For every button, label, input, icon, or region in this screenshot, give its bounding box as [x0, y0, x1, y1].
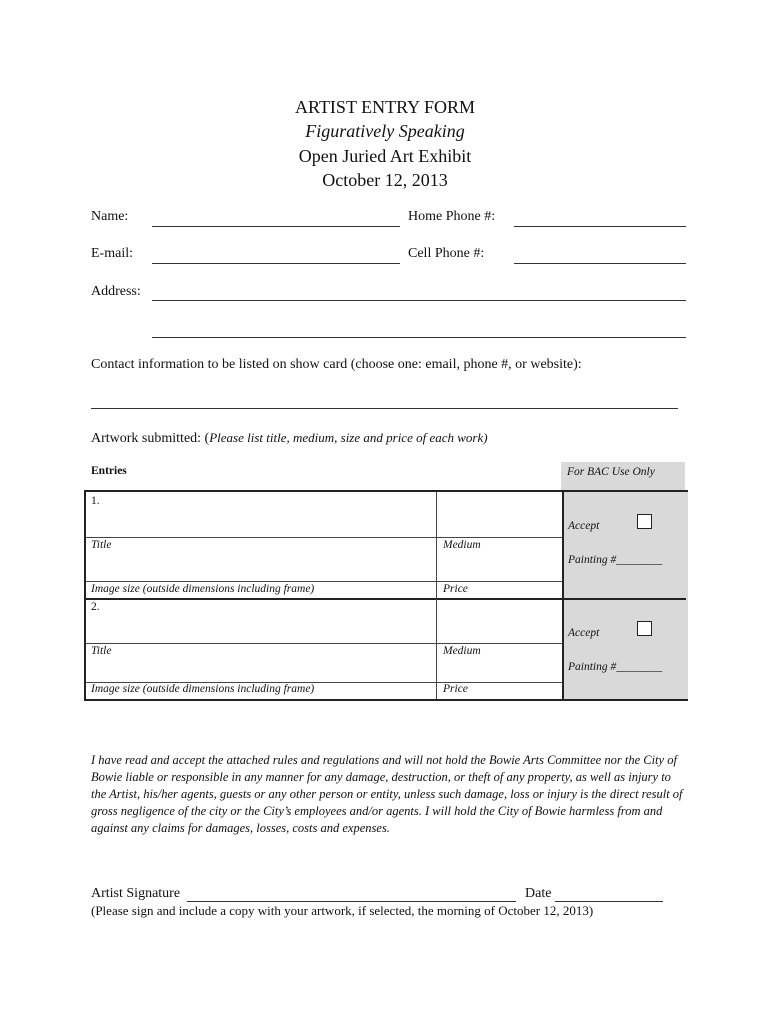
name-label: Name:: [91, 209, 129, 224]
entry-1-number: 1.: [91, 495, 100, 507]
bac-header-cell: [561, 462, 685, 490]
entry-1-price-label: Price: [443, 583, 468, 595]
exhibit-date: October 12, 2013: [322, 170, 448, 190]
address-field-line2[interactable]: [152, 337, 686, 338]
email-label: E-mail:: [91, 246, 133, 261]
entry-2-title-label: Title: [91, 645, 112, 657]
name-field[interactable]: [152, 226, 400, 227]
entry-1-medium-label: Medium: [443, 539, 481, 551]
exhibit-name: Open Juried Art Exhibit: [298, 146, 472, 166]
entry-2-accept-label: Accept: [568, 627, 600, 639]
email-field[interactable]: [152, 263, 400, 264]
home-phone-label: Home Phone #:: [408, 209, 496, 224]
entry-1-size-label: Image size (outside dimensions including frame): [91, 583, 315, 595]
artwork-label: Artwork submitted: (Please list title, medium, size and price of each work): [91, 430, 488, 446]
entry-divider: [86, 598, 686, 600]
exhibit-subtitle: Figuratively Speaking: [305, 121, 465, 141]
bac-header: For BAC Use Only: [567, 466, 655, 478]
entry-2-painting-number: Painting #________: [568, 661, 663, 673]
entry-1-row-divider-2: [86, 581, 562, 582]
signature-note: (Please sign and include a copy with your artwork, if selected, the morning of October 12, 2013): [91, 903, 594, 918]
address-label: Address:: [91, 284, 141, 299]
form-title: ARTIST ENTRY FORM: [295, 97, 475, 117]
entry-1-accept-checkbox[interactable]: [637, 514, 652, 529]
date-label: Date: [525, 886, 552, 901]
cell-phone-label: Cell Phone #:: [408, 246, 485, 261]
entry-1-painting-number: Painting #________: [568, 554, 663, 566]
home-phone-field[interactable]: [514, 226, 686, 227]
entry-2-price-label: Price: [443, 683, 468, 695]
entry-2-accept-checkbox[interactable]: [637, 621, 652, 636]
signature-label: Artist Signature: [91, 886, 181, 901]
agreement-text: I have read and accept the attached rules and regulations and will not hold the Bowie Arts Committee nor the City of Bowie liable or responsible in any manner for any damage, destruction, or theft of any property, as well as injury to the Artist, his/her agents, guests or any other person or entity, unless such damage, loss or injury is the direct result of gross negligence of the city or the City’s employees and/or agents. I will hold the City of Bowie harmless from and against any claims for damages, losses, costs and expenses.: [91, 753, 683, 835]
date-field[interactable]: [555, 901, 663, 902]
entry-2-size-label: Image size (outside dimensions including frame): [91, 683, 315, 695]
entry-2-medium-label: Medium: [443, 645, 481, 657]
contact-prompt: Contact information to be listed on show card (choose one: email, phone #, or website):: [91, 357, 582, 372]
entries-header: Entries: [91, 465, 127, 477]
entry-2-row-divider: [86, 643, 562, 644]
entry-1-accept-label: Accept: [568, 520, 600, 532]
signature-field[interactable]: [187, 901, 516, 902]
entry-1-title-label: Title: [91, 539, 112, 551]
entry-2-number: 2.: [91, 601, 100, 613]
entry-1-row-divider: [86, 537, 562, 538]
cell-phone-field[interactable]: [514, 263, 686, 264]
column-divider: [436, 492, 437, 699]
address-field-line1[interactable]: [152, 300, 686, 301]
entries-table: [84, 490, 688, 701]
contact-field[interactable]: [91, 408, 678, 409]
